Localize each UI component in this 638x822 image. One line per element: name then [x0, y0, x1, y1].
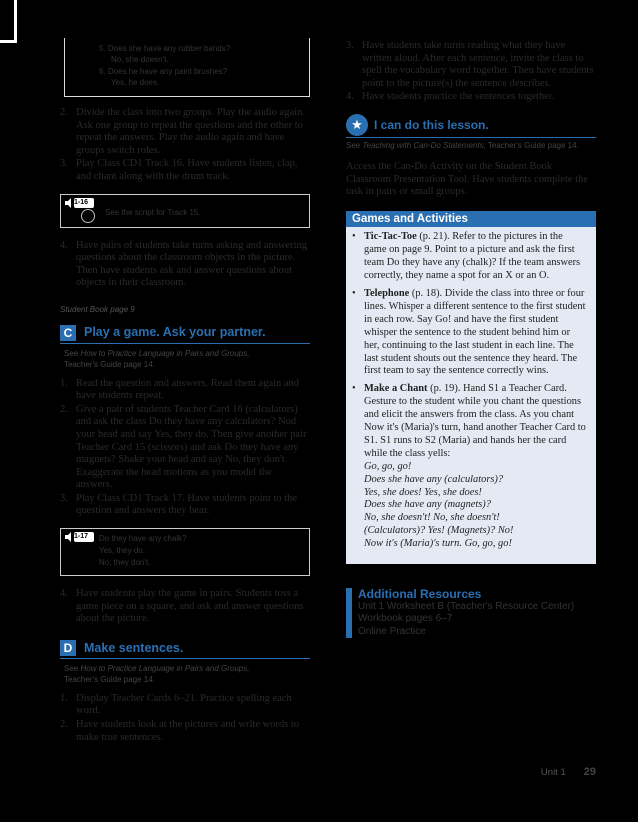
chant-line: Does she have any (calculators)?: [364, 473, 504, 485]
item-number: 2.: [60, 719, 68, 731]
ref-title: Teaching with Can-Do Statements,: [362, 140, 486, 150]
item-number: 1.: [60, 377, 68, 389]
item-number: 4.: [346, 91, 354, 103]
list-item: [346, 40, 596, 90]
list-item: [352, 288, 586, 378]
resource-line: Unit 1 Worksheet B (Teacher's Resource Center): [358, 600, 575, 612]
script-line: Do they have any chalk?: [99, 534, 187, 544]
item-number: 4.: [60, 588, 68, 600]
bullet-icon: •: [352, 383, 356, 395]
item-text: Give a pair of students Teacher Card 16 (calculators) and ask the class Do they have any calculators? Nod your head and say Yes, they do. Then give another pair Teacher Card 15 (scissors) and ask Do they have any magnets? Shake your head and say No, they don't. Exaggerate the head motions as you model the answers.: [76, 403, 307, 491]
see-prefix: See: [64, 663, 81, 673]
see-reference: [64, 663, 310, 685]
list-item: [346, 91, 596, 104]
list-item: [60, 107, 310, 157]
resource-line: Workbook pages 6–7: [358, 613, 453, 625]
item-text: Have students practice the sentences together.: [362, 91, 555, 103]
item-number: 3.: [346, 40, 354, 51]
bullet-icon: •: [352, 287, 356, 299]
activity-title: Make sentences.: [84, 640, 184, 655]
can-do-paragraph: Access the Can-Do Activity on the Student Book Classroom Presentation Tool. Have students complete the task in pairs or small groups.: [346, 160, 588, 198]
games-activities-panel: [346, 211, 596, 564]
chant-line: Does she have any (magnets)?: [364, 499, 491, 511]
game-name: Make a Chant: [364, 383, 428, 395]
qa-question: 6. Does he have any paint brushes?: [99, 67, 228, 76]
item-text: Divide the class into two groups. Play the audio again. Ask one group to repeat the questions and the other to repeat the answers. Play the audio again and have groups switch roles.: [76, 107, 305, 156]
games-body: [346, 227, 596, 564]
list-item: [352, 231, 586, 283]
item-text: Have students look at the pictures and write words to make true sentences.: [76, 719, 300, 743]
audio-script-lines: [99, 533, 187, 569]
game-text: (p. 19). Hand S1 a Teacher Card. Gesture to the student while you chant the questions and elicit the answers from the class. As you chant Now it's (Maria)'s turn, hand another Teacher Card to S1. S1 runs to S2 (Maria) and hands her the card while the class yells:: [364, 383, 586, 459]
ref-prefix: See: [346, 140, 363, 150]
see-prefix: See: [64, 348, 81, 358]
see-title: How to Practice Language in Pairs and Groups,: [80, 663, 250, 673]
right-column: [346, 40, 596, 638]
item-text: Have pairs of students take turns asking and answering questions about the classroom objects in the picture. Then have students ask and answer questions about objects in their classroom.: [76, 239, 307, 289]
resource-line: Online Practice: [358, 625, 426, 637]
item-number: 2.: [60, 403, 68, 415]
script-line: No, they don't.: [99, 558, 151, 568]
item-text: Display Teacher Cards 6–21. Practice spelling each word.: [76, 692, 292, 717]
chant-line: Now it's (Maria)'s turn. Go, go, go!: [364, 538, 512, 550]
list-item: [60, 240, 310, 290]
games-title: Games and Activities: [346, 211, 596, 228]
chant-line: (Calculators)? Yes! (Magnets)? No!: [364, 525, 514, 537]
qa-answer-box: [64, 38, 310, 97]
item-text: Play Class CD1 Track 17. Have students point to the question and answers they hear.: [76, 492, 298, 517]
game-name: Tic-Tac-Toe: [364, 231, 417, 243]
see-suffix: Teacher's Guide page 14.: [64, 674, 155, 684]
item-number: 3.: [60, 158, 68, 170]
can-do-header: [346, 114, 596, 138]
star-badge-icon: ★: [346, 114, 368, 136]
audio-box-1-17: [60, 528, 310, 576]
item-number: 3.: [60, 492, 68, 504]
page-footer: [541, 766, 596, 778]
page-number: 29: [583, 766, 596, 778]
additional-resources: [346, 588, 596, 638]
activity-title: Play a game. Ask your partner.: [84, 325, 266, 340]
item-text: Read the question and answers. Read them again and have students repeat.: [76, 377, 300, 402]
list-item: [60, 158, 310, 183]
list-item: [352, 383, 586, 551]
track-number: 1-16: [74, 198, 89, 206]
list-item: [60, 693, 310, 718]
list-item: [60, 493, 310, 518]
qa-answer: No, she doesn't.: [111, 54, 169, 64]
qa-answer: Yes, he does.: [111, 77, 160, 87]
see-suffix: Teacher's Guide page 14.: [64, 359, 155, 369]
activity-d-header: [60, 640, 310, 659]
cd-icon: [81, 209, 95, 223]
list-item: [60, 719, 310, 744]
student-book-page-ref: Student Book page 9: [60, 304, 135, 314]
ref-suffix: Teacher's Guide page 14.: [485, 140, 579, 150]
bullet-icon: •: [352, 231, 356, 243]
item-text: Have students take turns reading what they have written aloud. After each sentence, invite the class to spell the vocabulary word together. Then have students point to the picture(s) the sentence describes.: [362, 40, 594, 89]
game-name: Telephone: [364, 287, 410, 299]
item-text: Have students play the game in pairs. Students toss a game piece on a square, and ask and answer questions about the picture.: [76, 588, 304, 625]
game-text: (p. 21). Refer to the pictures in the game on page 9. Point to a picture and ask the first team Do they have any (chalk)? If the team answers correctly, they name a spot for an X or an O.: [364, 231, 581, 282]
can-do-title: I can do this lesson.: [374, 117, 489, 132]
see-title: How to Practice Language in Pairs and Groups,: [80, 348, 250, 358]
audio-box-1-16: [60, 194, 310, 228]
activity-letter: D: [60, 640, 76, 656]
item-text: Play Class CD1 Track 16. Have students listen, clap, and chant along with the drum track.: [76, 158, 298, 182]
additional-resources-title: Additional Resources: [358, 587, 482, 602]
chant-lines: [364, 461, 586, 551]
qa-question: 5. Does she have any rubber bands?: [99, 44, 231, 53]
audio-script-note: See the script for Track 15.: [105, 207, 201, 217]
script-line: Yes, they do.: [99, 546, 145, 556]
activity-c-header: [60, 325, 310, 344]
chant-line: No, she doesn't! No, she doesn't!: [364, 512, 500, 524]
track-number: 1-17: [74, 533, 89, 541]
item-number: 4.: [60, 239, 68, 251]
see-reference: [64, 348, 310, 370]
can-do-reference: [346, 140, 596, 151]
list-item: [60, 404, 310, 492]
chant-line: Yes, she does! Yes, she does!: [364, 486, 482, 498]
item-number: 1.: [60, 692, 68, 704]
item-number: 2.: [60, 107, 68, 118]
activity-letter: C: [60, 325, 76, 341]
chant-line: Go, go, go!: [364, 460, 412, 472]
left-column: [60, 38, 310, 745]
unit-label: Unit 1: [540, 767, 566, 778]
list-item: [60, 378, 310, 403]
list-item: [60, 588, 310, 626]
game-text: (p. 18). Divide the class into three or four lines. Whisper a different sentence to the first student in each row. Say Go! and have the first student whisper the sentence to the student behind him or her, continuing to the last student in each line. The last student shouts out the sentence they heard. The first team to say the sentence correctly wins.: [364, 287, 586, 377]
corner-mark: [0, 0, 17, 43]
